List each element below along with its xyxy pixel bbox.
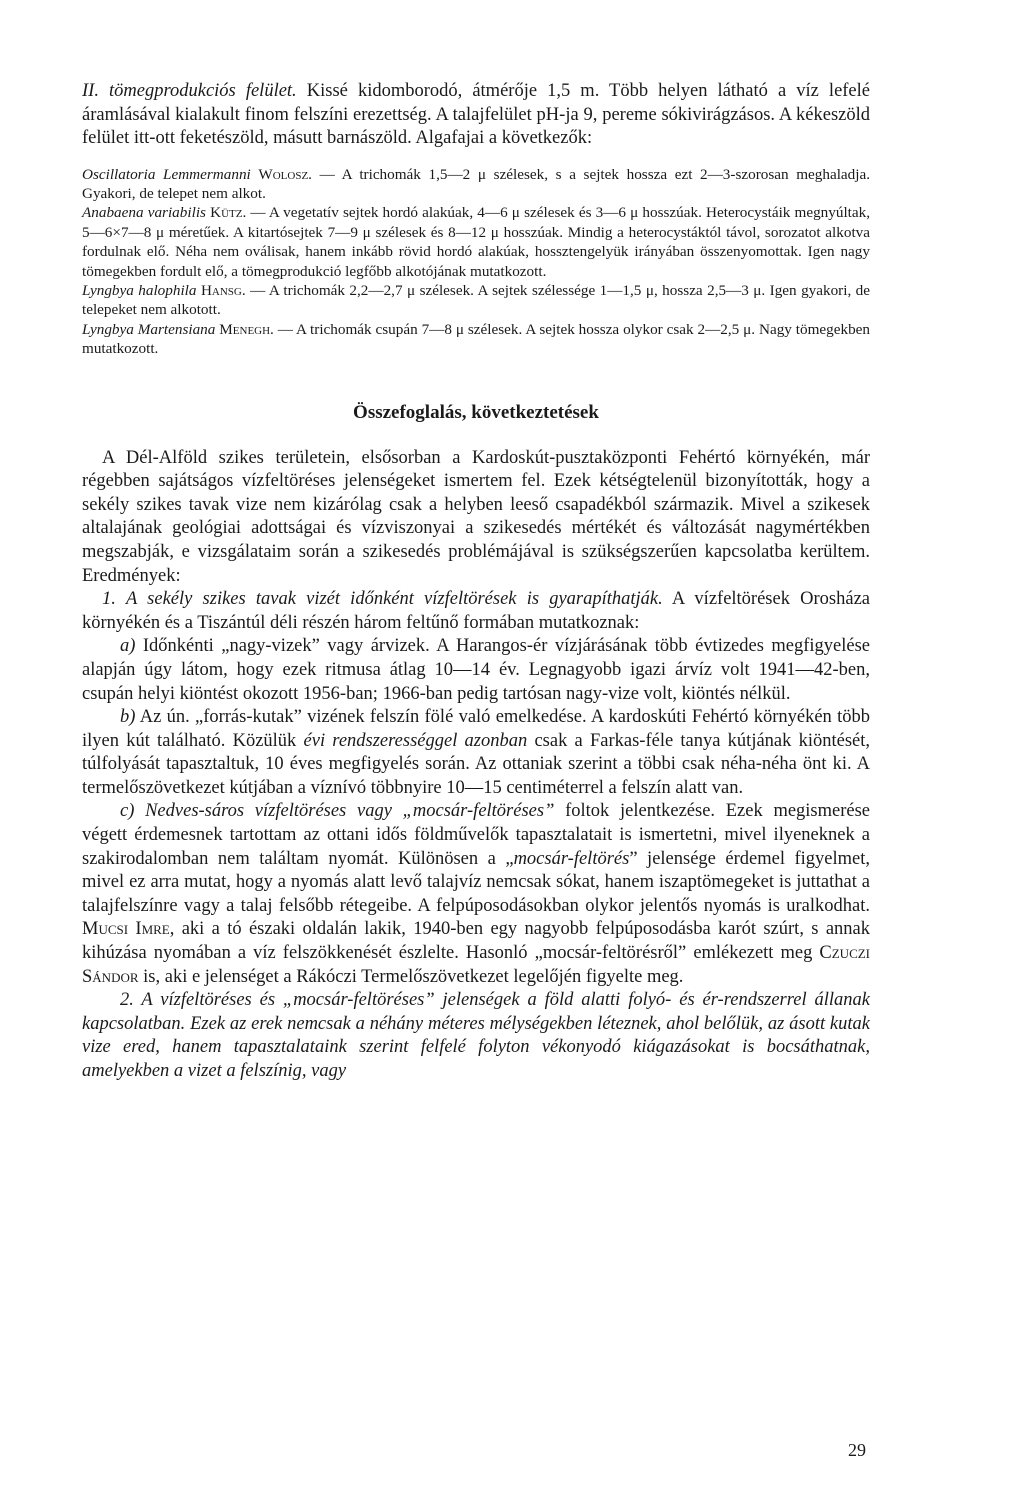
species-name: Oscillatoria Lemmermanni (82, 165, 251, 183)
person-name-mucsi: Mucsi Imre (82, 919, 170, 940)
point-a-label: a) (120, 636, 136, 657)
point-b-text-2: csak a Farkas-féle tanya kútjának kiöntését, túlfolyását tapasztaltuk, 10 éves megfigyelés során. Az ottaniak szerint a többi csak néha-néha önt ki. A termelőszövetkezet kútjában a víznívó többnyire 10—15 centiméterrel a felszín alatt van. (82, 730, 871, 798)
point-number: 1. (102, 589, 116, 610)
summary-paragraph-intro: A Dél-Alföld szikes területein, elsősorban a Kardoskút-pusztaközponti Fehértó környékén, már régebben sajátságos vízfeltöréses jelenségeket ismertem fel. Ezek kétségtelenül bizonyították, hogy a sekély szikes tavak vize nem kizárólag csak a helyben leeső csapadékból származik. Mivel a szikesek altalajának geológiai adottságai és vízviszonyai a szikesedés mértékét és változását nagymértékben megszabják, e vizsgálataim során a szikesedés problémájával is szükségszerűen kapcsolatba kerültem. Eredmények: (82, 447, 870, 586)
species-name: Lyngbya halophila (82, 281, 197, 299)
species-author: Menegh. (219, 320, 274, 338)
species-list (82, 165, 870, 359)
species-description: — A vegetatív sejtek hordó alakúak, 4—6 μ szélesek és 3—6 μ hosszúak. Heterocystáik megnyúltak, 5—6×7—8 μ méretűek. A kitartósejtek 7—9 μ szélesek és 8—12 μ hosszúak. Mindig a heterocystáktól távol, sorozatot alkotva fordulnak elő. Néha nem oválisak, hanem inkább rövid hordó alakúak, hossztengelyük irányában összenyomottak. Igen nagy tömegekben fordult elő, a tömegprodukció legfőbb alkotójának mutatkozott. (82, 204, 871, 280)
person-name-czuczi: Czuczi Sándor (82, 943, 871, 987)
section-title: Összefoglalás, következtetések (353, 401, 599, 423)
point-b-text-1: Az ún. „forrás-kutak” vizének felszín fölé való emelkedése. A kardoskúti Fehértó környékén több ilyen kút található. Közülük (82, 707, 870, 751)
page-content (82, 80, 870, 1084)
summary-point-2 (82, 989, 870, 1083)
point-c-text-4: is, aki e jelenséget a Rákóczi Termelőszövetkezet legelőjén figyelte meg. (143, 966, 684, 987)
point-1-italic: A sekély szikes tavak vizét időnként vízfeltörések is gyarapíthatják. (126, 589, 663, 610)
species-author: Kütz. (210, 204, 247, 222)
species-entry (82, 165, 870, 204)
point-1-text: A vízfeltörések Orosháza környékén és a Tiszántúl déli részén három feltűnő formában mutatkoznak: (82, 589, 870, 633)
species-name: Lyngbya Martensiana (82, 320, 216, 338)
species-author: Wolosz. (258, 165, 312, 183)
summary-point-1 (82, 588, 870, 635)
point-c-italic: c) Nedves-sáros vízfeltöréses vagy „mocsár-feltöréses” (120, 801, 555, 822)
species-entry (82, 203, 870, 281)
point-b-italic: évi rendszerességgel azonban (303, 730, 528, 751)
species-author: Hansg. (200, 281, 246, 299)
point-c-italic-2: mocsár-feltörés (513, 848, 630, 869)
species-name: Anabaena variabilis (82, 204, 206, 222)
species-description: — A trichomák 1,5—2 μ szélesek, s a sejtek hossza ezt 2—3-szorosan meghaladja. Gyakori, de telepet nem alkot. (82, 165, 871, 202)
point-b-label: b) (120, 707, 136, 728)
intro-paragraph (82, 80, 870, 151)
species-entry (82, 320, 870, 359)
species-description: — A trichomák csupán 7—8 μ szélesek. A sejtek hossza olykor csak 2—2,5 μ. Nagy tömegekben mutatkozott. (82, 320, 871, 358)
point-a-text: Időnkénti „nagy-vizek” vagy árvizek. A Harangos-ér vízjárásának több évtizedes megfigyelése alapján úgy látom, hogy ezek ritmusa átlag 10—14 év. Legnagyobb igazi árvíz volt 1941—42-ben, csupán helyi kiöntést okozott 1956-ban; 1966-ban pedig tartósan nagy-vize volt, kiöntés nélkül. (82, 636, 870, 704)
summary-point-c (82, 800, 870, 989)
point-c-text-1: foltok jelentkezése. Ezek megismerése végett érdemesnek tartottam az ottani idős földművelők tapasztalatait is ismertetni, mivel ilyeneknek a szakirodalomban nem találtam nyomát. Különösen a „ (82, 801, 871, 869)
point-c-text-2: ” jelensége érdemel figyelmet, mivel ez arra mutat, hogy a nyomás alatt levő talajvíz nemcsak sókat, hanem iszaptömegeket is juttathat a talajfelszínre vagy a talaj felsőbb rétegeibe. A felpúposodásokban olykor jelentős nyomás is uralkodhat. (82, 848, 870, 916)
summary-point-b (82, 706, 870, 800)
summary-point-a (82, 635, 870, 706)
intro-text: Kissé kidomborodó, átmérője 1,5 m. Több helyen látható a víz lefelé áramlásával kialakult finom felszíni erezettség. A talajfelület pH-ja 9, pereme sókivirágzásos. A kékeszöld felület itt-ott feketészöld, másutt barnászöld. Algafajai a következők: (82, 81, 870, 148)
intro-heading: II. tömegprodukciós felület. (82, 81, 297, 101)
page-number: 29 (848, 1440, 866, 1460)
species-description: — A trichomák 2,2—2,7 μ szélesek. A sejtek szélessége 1—1,5 μ, hossza 2,5—3 μ. Igen gyakori, de telepeket nem alkotott. (82, 281, 871, 319)
species-entry (82, 281, 870, 320)
point-c-text-3: , aki a tó északi oldalán lakik, 1940-ben egy nagyobb felpúposodásba karót szúrt, s annak kihúzása nyomában a víz felszökkenését észlelte. Hasonló „mocsár-feltörésről” emlékezett meg (82, 919, 870, 964)
point-2-italic: 2. A vízfeltöréses és „mocsár-feltöréses” jelenségek a föld alatti folyó- és ér-rendszerrel állanak kapcsolatban. Ezek az erek nemcsak a néhány méteres mélységekben léteznek, ahol belőlük, az ásott kutak vize ered, hanem tapasztalataink szerint felfelé folyton vékonyodó kiágazásokat is bocsáthatnak, amelyekben a vizet a felszínig, vagy (82, 990, 870, 1081)
